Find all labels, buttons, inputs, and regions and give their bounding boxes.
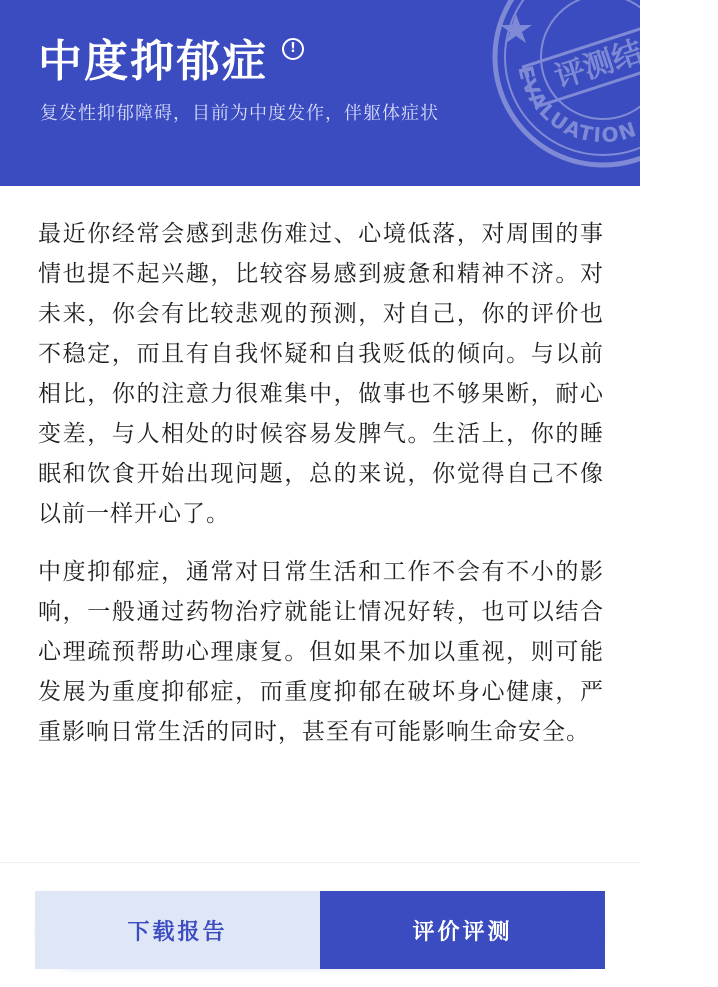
result-description xyxy=(38,214,604,770)
title-row xyxy=(38,34,304,90)
description-paragraph-1: 最近你经常会感到悲伤难过、心境低落，对周围的事情也提不起兴趣，比较容易感到疲惫和精神不济。对未来，你会有比较悲观的预测，对自己，你的评价也不稳定，而且有自我怀疑和自我贬低的倾向。与以前相比，你的注意力很难集中，做事也不够果断，耐心变差，与人相处的时候容易发脾气。生活上，你的睡眠和饮食开始出现问题，总的来说，你觉得自己不像以前一样开心了。 xyxy=(38,221,604,527)
evaluation-stamp-icon xyxy=(488,0,718,172)
download-report-button[interactable]: 下载报告 xyxy=(35,891,320,969)
result-subtitle: 复发性抑郁障碍，目前为中度发作，伴躯体症状 xyxy=(40,103,439,124)
evaluate-test-button[interactable]: 评价评测 xyxy=(320,891,605,969)
result-header xyxy=(0,0,676,186)
stamp-text-cn: 评测结果 xyxy=(550,25,676,96)
bottom-action-bar xyxy=(0,862,640,987)
action-button-group xyxy=(35,891,605,969)
result-title: 中度抑郁症 xyxy=(38,36,268,87)
info-circle-icon[interactable]: ! xyxy=(282,38,304,60)
description-paragraph-2: 中度抑郁症，通常对日常生活和工作不会有不小的影响，一般通过药物治疗就能让情况好转，也可以结合心理疏预帮助心理康复。但如果不加以重视，则可能发展为重度抑郁症，而重度抑郁在破坏身心健康，严重影响日常生活的同时，甚至有可能影响生命安全。 xyxy=(38,559,604,745)
stamp-text-en: EVALUATION R xyxy=(513,63,665,148)
